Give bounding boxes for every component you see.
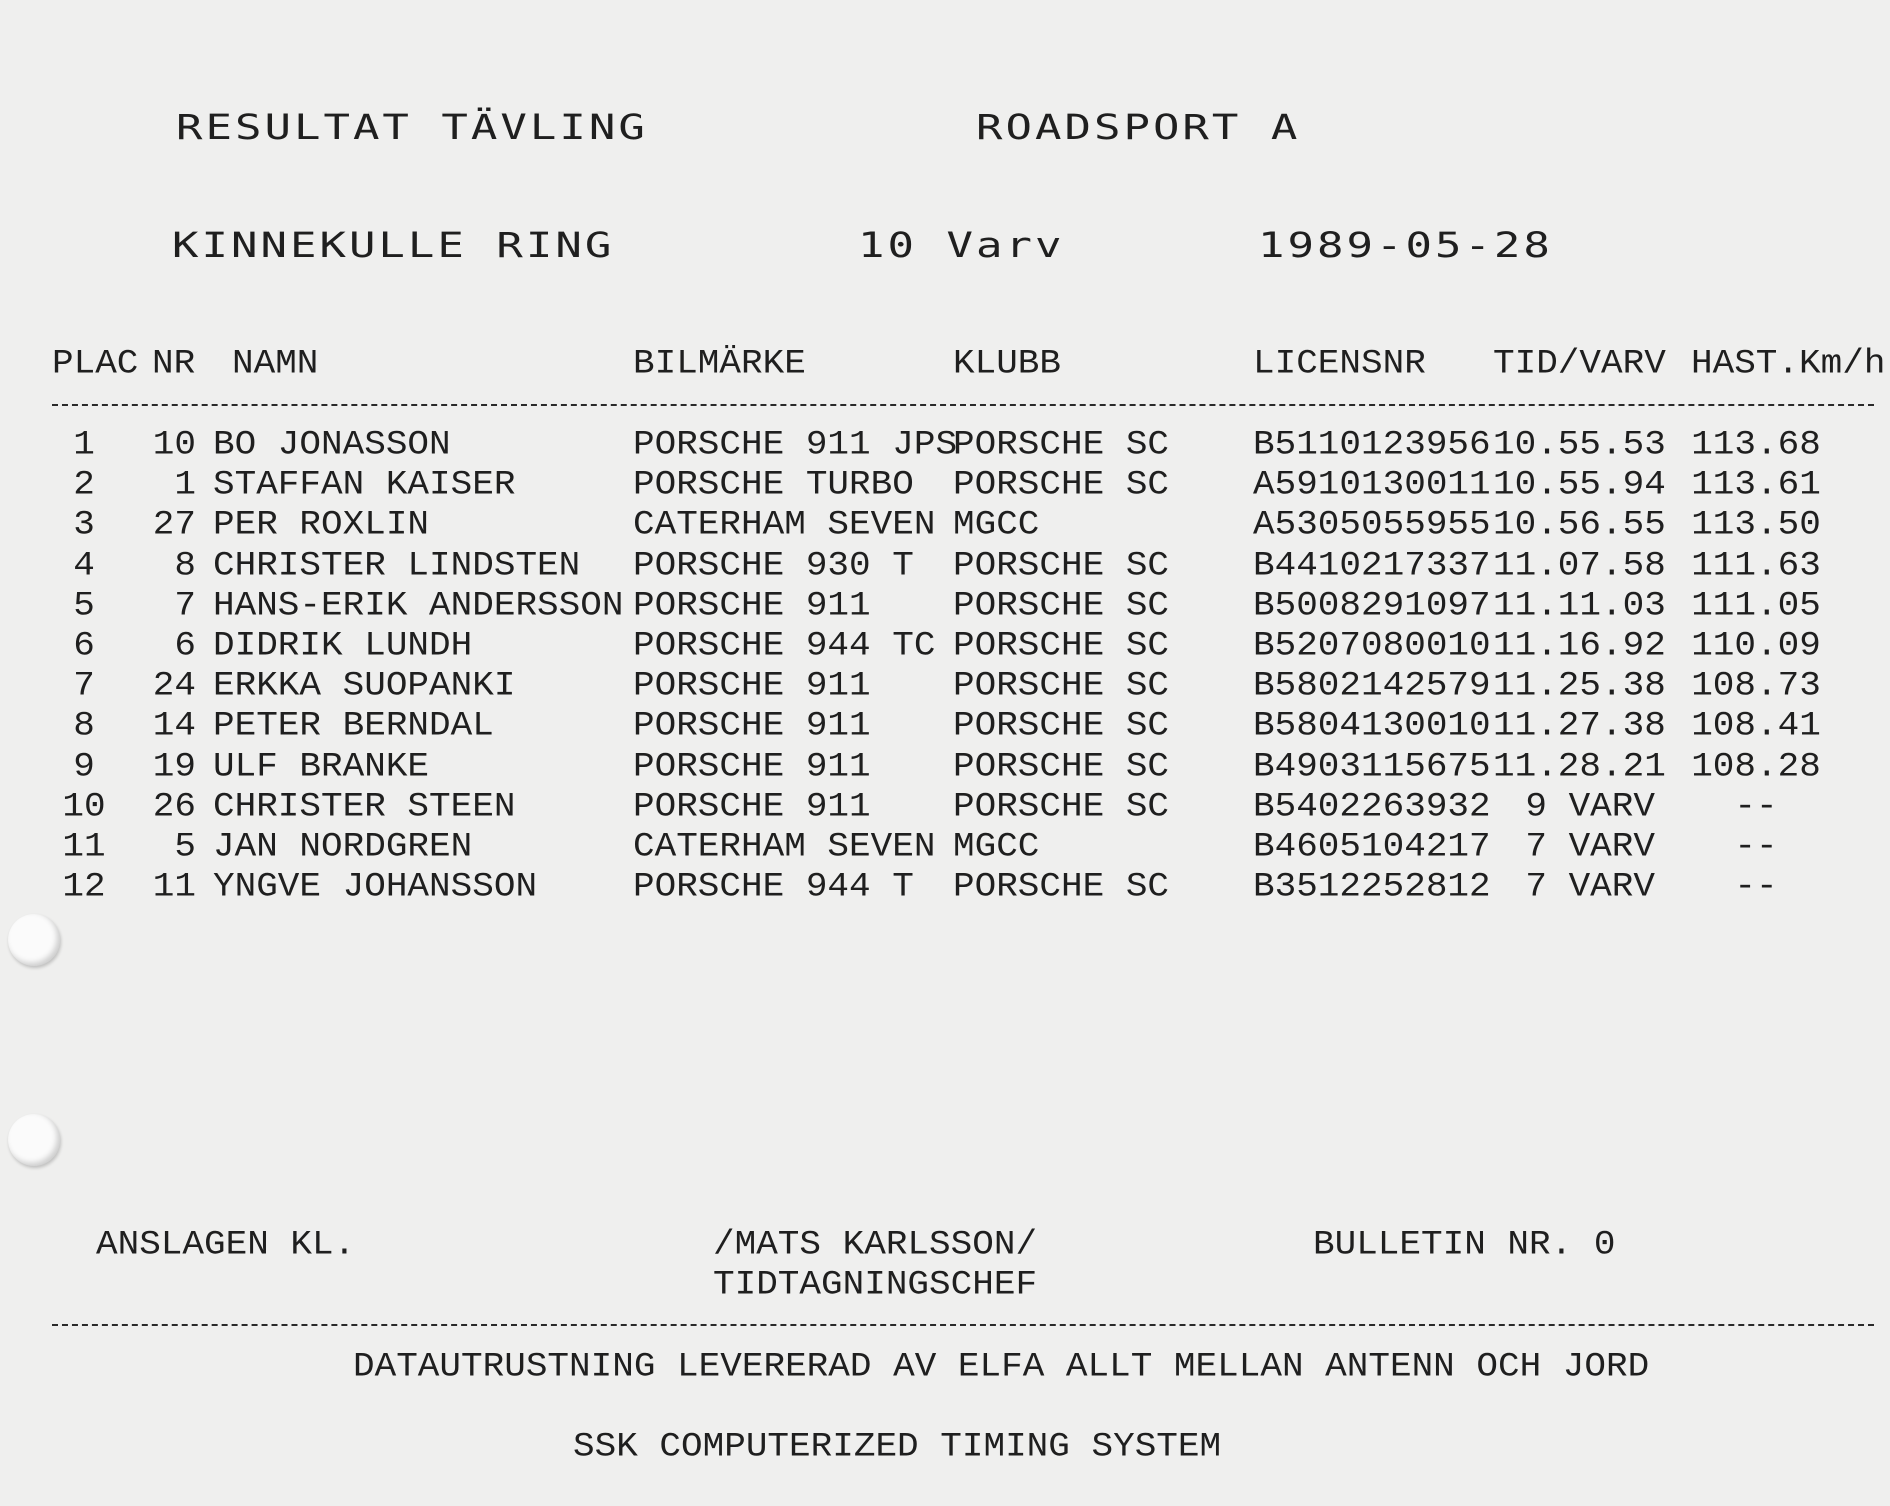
cell-namn: ERKKA SUOPANKI bbox=[213, 666, 516, 706]
cell-plac: 8 bbox=[73, 706, 95, 746]
cell-bilmarke: CATERHAM SEVEN bbox=[633, 505, 936, 545]
anslagen-label: ANSLAGEN KL. bbox=[96, 1225, 356, 1265]
cell-licensnr: B5402263932 bbox=[1253, 787, 1491, 827]
cell-namn: STAFFAN KAISER bbox=[213, 465, 516, 505]
cell-tid: 11.27.38 bbox=[1493, 706, 1666, 746]
cell-hast: 108.28 bbox=[1691, 747, 1821, 787]
col-header-hast: HAST.Km/h bbox=[1691, 344, 1886, 384]
col-header-plac: PLAC bbox=[52, 344, 139, 384]
cell-hast: -- bbox=[1734, 827, 1778, 867]
cell-hast: 110.09 bbox=[1691, 626, 1821, 666]
cell-nr: 8 bbox=[174, 546, 196, 586]
cell-hast: 113.68 bbox=[1691, 425, 1821, 465]
cell-namn: PETER BERNDAL bbox=[213, 706, 494, 746]
cell-licensnr: B4410217337 bbox=[1253, 546, 1491, 586]
title-right: ROADSPORT A bbox=[976, 108, 1301, 148]
bulletin-number: BULLETIN NR. 0 bbox=[1313, 1225, 1616, 1265]
punch-hole bbox=[8, 1114, 60, 1166]
cell-tid: 11.28.21 bbox=[1493, 747, 1666, 787]
cell-tid: 11.11.03 bbox=[1493, 586, 1666, 626]
cell-namn: CHRISTER LINDSTEN bbox=[213, 546, 581, 586]
cell-licensnr: A5305055955 bbox=[1253, 505, 1491, 545]
cell-tid: 11.07.58 bbox=[1493, 546, 1666, 586]
cell-plac: 6 bbox=[73, 626, 95, 666]
cell-hast: 108.41 bbox=[1691, 706, 1821, 746]
track-name: KINNEKULLE RING bbox=[172, 226, 615, 266]
signer-name: /MATS KARLSSON/ bbox=[713, 1225, 1038, 1265]
cell-tid: 11.25.38 bbox=[1493, 666, 1666, 706]
cell-tid: 10.56.55 bbox=[1493, 505, 1666, 545]
cell-namn: YNGVE JOHANSSON bbox=[213, 867, 538, 907]
cell-hast: 113.50 bbox=[1691, 505, 1821, 545]
cell-plac: 2 bbox=[73, 465, 95, 505]
cell-plac: 11 bbox=[62, 827, 106, 867]
cell-tid: 7 VARV bbox=[1525, 827, 1655, 867]
cell-licensnr: B5110123956 bbox=[1253, 425, 1491, 465]
cell-klubb: PORSCHE SC bbox=[953, 465, 1170, 505]
cell-plac: 4 bbox=[73, 546, 95, 586]
cell-tid: 10.55.53 bbox=[1493, 425, 1666, 465]
title-left: RESULTAT TÄVLING bbox=[176, 108, 648, 148]
cell-bilmarke: PORSCHE 911 JPS bbox=[633, 425, 958, 465]
cell-klubb: PORSCHE SC bbox=[953, 546, 1170, 586]
cell-plac: 7 bbox=[73, 666, 95, 706]
cell-licensnr: B5008291097 bbox=[1253, 586, 1491, 626]
cell-nr: 24 bbox=[152, 666, 196, 706]
cell-plac: 9 bbox=[73, 747, 95, 787]
cell-bilmarke: PORSCHE 944 T bbox=[633, 867, 914, 907]
cell-licensnr: B5207080010 bbox=[1253, 626, 1491, 666]
cell-tid: 9 VARV bbox=[1525, 787, 1655, 827]
cell-bilmarke: PORSCHE 930 T bbox=[633, 546, 914, 586]
cell-klubb: MGCC bbox=[953, 827, 1040, 867]
col-header-namn: NAMN bbox=[232, 344, 319, 384]
col-header-klubb: KLUBB bbox=[953, 344, 1062, 384]
col-header-bilmarke: BILMÄRKE bbox=[633, 344, 806, 384]
sponsor-line: DATAUTRUSTNING LEVERERAD AV ELFA ALLT MELLAN ANTENN OCH JORD bbox=[353, 1347, 1650, 1387]
cell-nr: 7 bbox=[174, 586, 196, 626]
cell-nr: 27 bbox=[152, 505, 196, 545]
cell-tid: 7 VARV bbox=[1525, 867, 1655, 907]
cell-hast: 108.73 bbox=[1691, 666, 1821, 706]
cell-nr: 19 bbox=[152, 747, 196, 787]
lap-count: 10 Varv bbox=[858, 226, 1065, 266]
cell-licensnr: B4605104217 bbox=[1253, 827, 1491, 867]
footer-divider bbox=[52, 1324, 1874, 1326]
cell-licensnr: B5802142579 bbox=[1253, 666, 1491, 706]
race-date: 1989-05-28 bbox=[1258, 226, 1553, 266]
cell-hast: 111.05 bbox=[1691, 586, 1821, 626]
punch-hole bbox=[8, 914, 60, 966]
cell-namn: CHRISTER STEEN bbox=[213, 787, 516, 827]
cell-klubb: PORSCHE SC bbox=[953, 666, 1170, 706]
cell-nr: 11 bbox=[152, 867, 196, 907]
cell-plac: 1 bbox=[73, 425, 95, 465]
cell-licensnr: A5910130011 bbox=[1253, 465, 1491, 505]
col-header-nr: NR bbox=[152, 344, 196, 384]
cell-namn: HANS-ERIK ANDERSSON bbox=[213, 586, 624, 626]
cell-klubb: PORSCHE SC bbox=[953, 586, 1170, 626]
cell-klubb: PORSCHE SC bbox=[953, 706, 1170, 746]
cell-bilmarke: CATERHAM SEVEN bbox=[633, 827, 936, 867]
cell-namn: DIDRIK LUNDH bbox=[213, 626, 473, 666]
cell-namn: BO JONASSON bbox=[213, 425, 451, 465]
cell-licensnr: B5804130010 bbox=[1253, 706, 1491, 746]
cell-bilmarke: PORSCHE 944 TC bbox=[633, 626, 936, 666]
cell-bilmarke: PORSCHE 911 bbox=[633, 666, 871, 706]
cell-licensnr: B3512252812 bbox=[1253, 867, 1491, 907]
cell-nr: 5 bbox=[174, 827, 196, 867]
cell-licensnr: B4903115675 bbox=[1253, 747, 1491, 787]
cell-namn: JAN NORDGREN bbox=[213, 827, 473, 867]
cell-bilmarke: PORSCHE TURBO bbox=[633, 465, 914, 505]
header-divider bbox=[52, 404, 1874, 406]
cell-tid: 11.16.92 bbox=[1493, 626, 1666, 666]
timing-system-line: SSK COMPUTERIZED TIMING SYSTEM bbox=[573, 1427, 1222, 1467]
cell-hast: -- bbox=[1734, 867, 1778, 907]
cell-bilmarke: PORSCHE 911 bbox=[633, 787, 871, 827]
cell-nr: 26 bbox=[152, 787, 196, 827]
cell-tid: 10.55.94 bbox=[1493, 465, 1666, 505]
cell-plac: 10 bbox=[62, 787, 106, 827]
cell-plac: 5 bbox=[73, 586, 95, 626]
cell-hast: 111.63 bbox=[1691, 546, 1821, 586]
col-header-tid: TID/VARV bbox=[1493, 344, 1666, 384]
cell-klubb: PORSCHE SC bbox=[953, 425, 1170, 465]
cell-bilmarke: PORSCHE 911 bbox=[633, 586, 871, 626]
cell-klubb: PORSCHE SC bbox=[953, 626, 1170, 666]
col-header-licensnr: LICENSNR bbox=[1253, 344, 1426, 384]
cell-plac: 12 bbox=[62, 867, 106, 907]
cell-klubb: PORSCHE SC bbox=[953, 787, 1170, 827]
cell-nr: 6 bbox=[174, 626, 196, 666]
cell-hast: -- bbox=[1734, 787, 1778, 827]
cell-hast: 113.61 bbox=[1691, 465, 1821, 505]
cell-namn: ULF BRANKE bbox=[213, 747, 430, 787]
cell-klubb: PORSCHE SC bbox=[953, 747, 1170, 787]
signer-role: TIDTAGNINGSCHEF bbox=[713, 1265, 1038, 1305]
cell-nr: 14 bbox=[152, 706, 196, 746]
cell-bilmarke: PORSCHE 911 bbox=[633, 747, 871, 787]
cell-klubb: MGCC bbox=[953, 505, 1040, 545]
cell-namn: PER ROXLIN bbox=[213, 505, 430, 545]
cell-nr: 1 bbox=[174, 465, 196, 505]
cell-plac: 3 bbox=[73, 505, 95, 545]
cell-klubb: PORSCHE SC bbox=[953, 867, 1170, 907]
cell-nr: 10 bbox=[152, 425, 196, 465]
cell-bilmarke: PORSCHE 911 bbox=[633, 706, 871, 746]
